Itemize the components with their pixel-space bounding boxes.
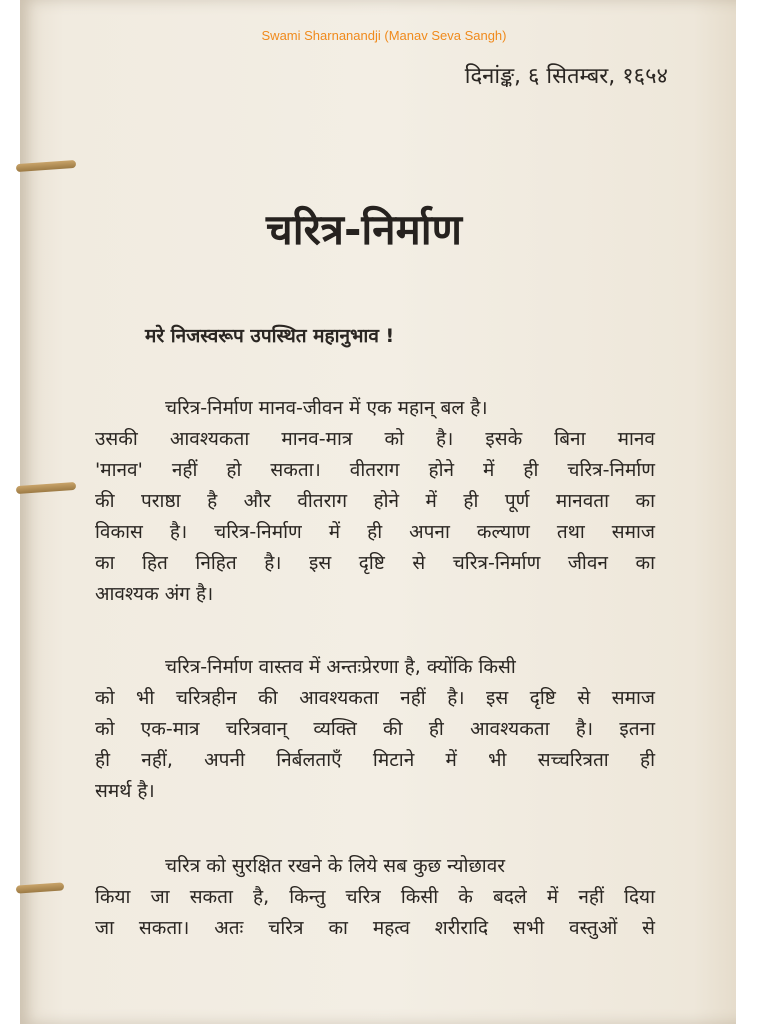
paragraph-line: को एक-मात्र चरित्रवान् व्यक्ति की ही आवश्यकता है। इतना — [95, 718, 655, 740]
paragraph-line: आवश्यक अंग है। — [95, 583, 214, 605]
paragraph-2 — [95, 652, 655, 807]
paragraph-line: की पराष्ठा है और वीतराग होने में ही पूर्ण मानवता का — [95, 490, 655, 512]
chapter-title: चरित्र-निर्माण — [266, 205, 462, 254]
paragraph-1 — [95, 393, 655, 610]
paragraph-line: जा सकता। अतः चरित्र का महत्व शरीरादि सभी वस्तुओं से — [95, 917, 655, 939]
source-watermark: Swami Sharnanandji (Manav Seva Sangh) — [261, 28, 507, 43]
page-date: दिनांङ्क, ६ सितम्बर, १६५४ — [464, 64, 668, 89]
paragraph-line: विकास है। चरित्र-निर्माण में ही अपना कल्याण तथा समाज — [95, 521, 655, 543]
paragraph-line: चरित्र-निर्माण वास्तव में अन्तःप्रेरणा है, क्योंकि किसी — [165, 656, 516, 678]
paragraph-line: चरित्र-निर्माण मानव-जीवन में एक महान् बल है। — [165, 397, 488, 419]
paragraph-line: चरित्र को सुरक्षित रखने के लिये सब कुछ न्योछावर — [165, 855, 506, 877]
paragraph-line: उसकी आवश्यकता मानव-मात्र को है। इसके बिना मानव — [95, 428, 655, 450]
paragraph-line: का हित निहित है। इस दृष्टि से चरित्र-निर्माण जीवन का — [95, 552, 655, 574]
paragraph-line: को भी चरित्रहीन की आवश्यकता नहीं है। इस दृष्टि से समाज — [95, 687, 655, 709]
salutation: मरे निजस्वरूप उपस्थित महानुभाव ! — [145, 325, 395, 347]
paragraph-line: समर्थ है। — [95, 780, 155, 802]
paragraph-line: ही नहीं, अपनी निर्बलताएँ मिटाने में भी सच्चरित्रता ही — [95, 749, 655, 771]
paragraph-3 — [95, 851, 655, 944]
page-edge — [736, 0, 752, 1024]
paragraph-line: 'मानव' नहीं हो सकता। वीतराग होने में ही चरित्र-निर्माण — [95, 459, 655, 481]
paragraph-line: किया जा सकता है, किन्तु चरित्र किसी के बदले में नहीं दिया — [95, 886, 655, 908]
